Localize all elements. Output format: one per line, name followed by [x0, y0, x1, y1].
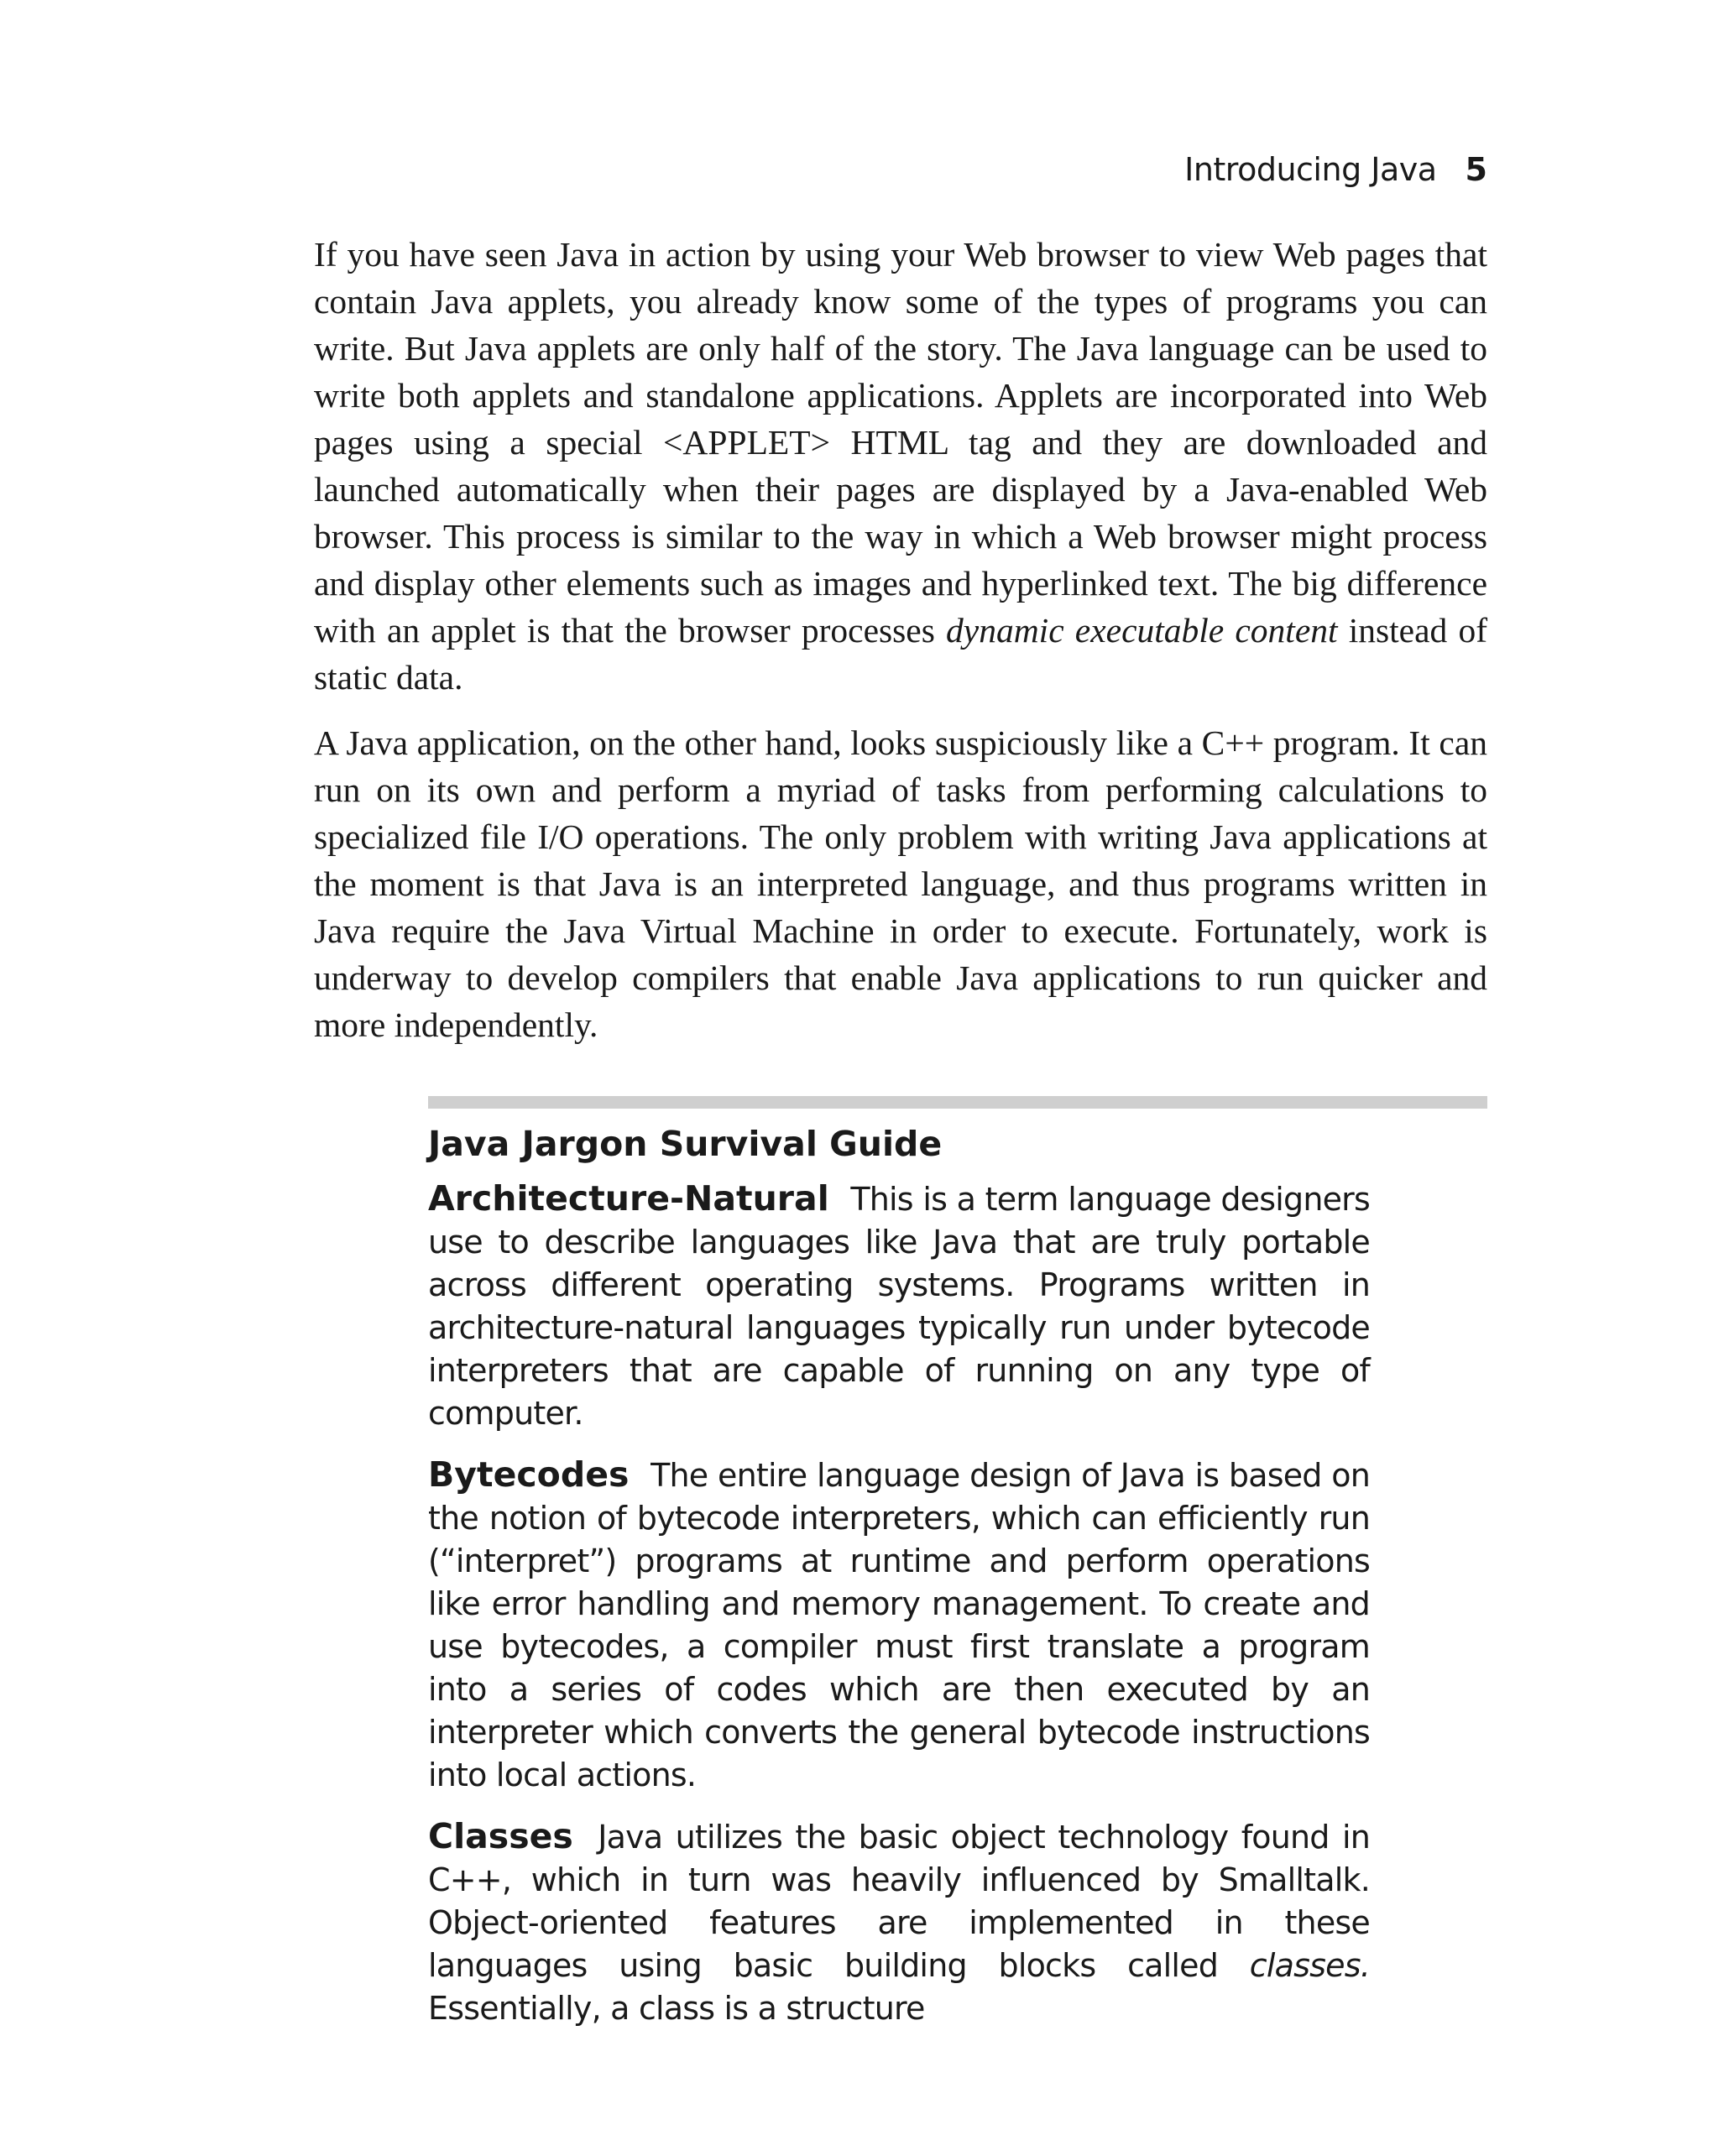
page-number: 5: [1465, 151, 1487, 188]
paragraph-applets: [314, 231, 1487, 701]
emphasis-text: classes.: [1249, 1947, 1370, 1984]
main-text: [314, 231, 1487, 1048]
paragraph-applications: A Java application, on the other hand, looks suspiciously like a C++ program. It can run on its own and perform a myriad of tasks from performing calculations to specialized file I/O operations. The only problem with writing Java applications at the moment is that Java is an interpreted language, and thus programs written in Java require the Java Virtual Machine in order to execute. Fortunately, work is underway to develop compilers that enable Java applications to run quicker and more independently.: [314, 723, 1487, 1044]
running-title: Introducing Java: [1184, 151, 1437, 188]
running-head: [1184, 151, 1487, 188]
glossary-term: Bytecodes: [428, 1454, 630, 1495]
glossary-definition: This is a term language designers use to describe languages like Java that are truly portable across different operating systems. Programs written in architecture-natural languages typically run under bytecode interpreters that are capable of running on any type of computer.: [428, 1181, 1370, 1432]
emphasis-text: dynamic executable content: [946, 611, 1338, 650]
glossary-term: Classes: [428, 1816, 573, 1856]
glossary-definition: Essentially, a class is a structure: [428, 1990, 925, 2027]
sidebar-title: Java Jargon Survival Guide: [428, 1124, 943, 1164]
glossary-entry: [428, 1177, 1370, 1435]
glossary-entry: [428, 1815, 1370, 2030]
glossary-entry: [428, 1454, 1370, 1797]
glossary-definition: Java utilizes the basic object technology found in C++, which in turn was heavily influenced by Smalltalk. Object-oriented features are implemented in these languages using basic building blocks called: [428, 1819, 1371, 1984]
paragraph-text: If you have seen Java in action by using your Web browser to view Web pages that contain Java applets, you already know some of the types of programs you can write. But Java applets are only half of the story. The Java language can be used to write both applets and standalone applications. Applets are incorporated into Web pages using a special <APPLET> HTML tag and they are downloaded and launched automatically when their pages are displayed by a Java-enabled Web browser. This process is similar to the way in which a Web browser might process and display other elements such as images and hyperlinked text. The big difference with an applet is that the browser processes: [314, 235, 1487, 650]
jargon-sidebar: [428, 1120, 1370, 2030]
glossary-term: Architecture-Natural: [428, 1178, 829, 1219]
sidebar-rule: [428, 1096, 1487, 1109]
glossary-definition: The entire language design of Java is based on the notion of bytecode interpreters, which can efficiently run (“interpret”) programs at runtime and perform operations like error handling and memory management. To create and use bytecodes, a compiler must first translate a program into a series of codes which are then executed by an interpreter which converts the general bytecode instructions into local actions.: [428, 1457, 1370, 1793]
paragraph-text: instead of static data.: [314, 611, 1488, 697]
